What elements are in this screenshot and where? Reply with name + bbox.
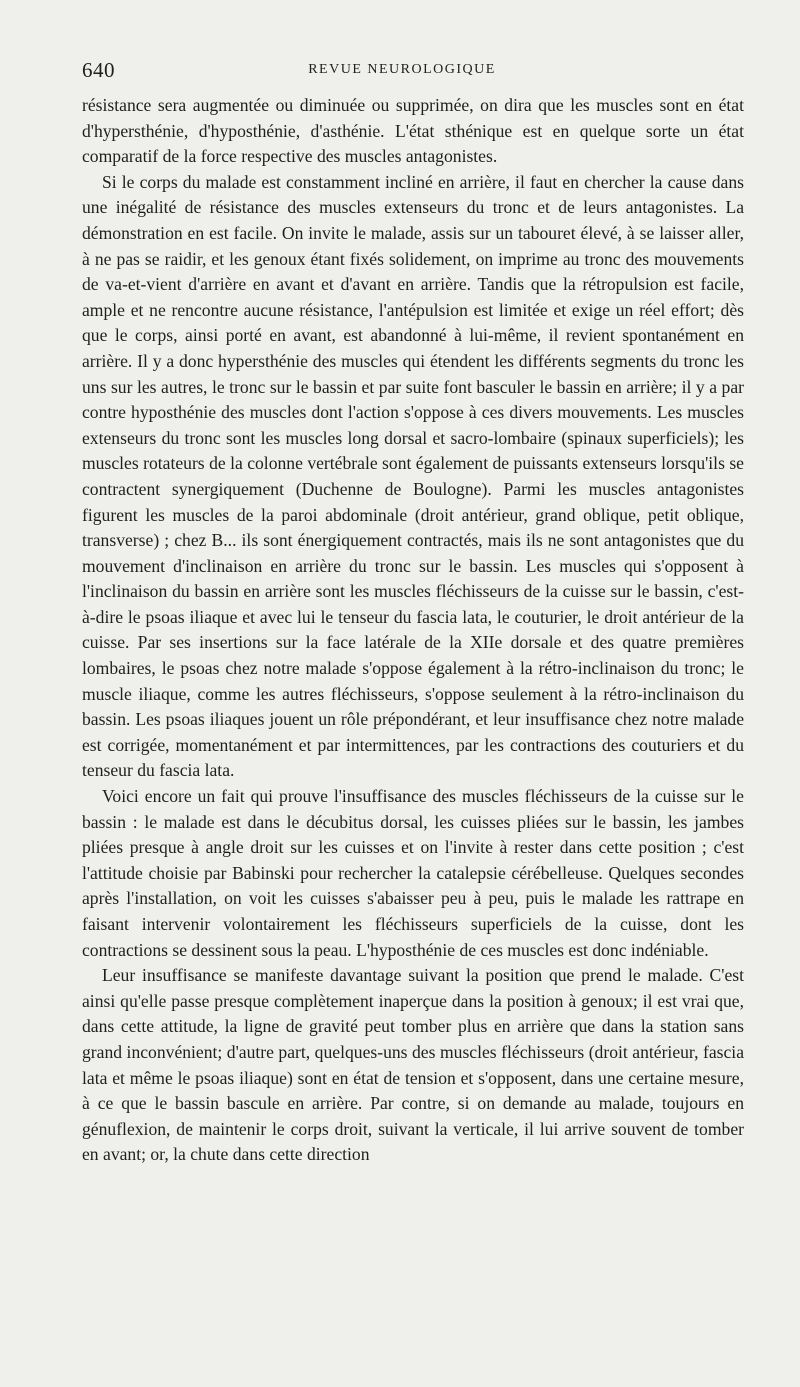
running-title: REVUE NEUROLOGIQUE [308, 62, 496, 77]
page-number: 640 [82, 58, 115, 82]
paragraph: Leur insuffisance se manifeste davantage suivant la position que prend le malade. C'est ainsi qu'elle passe presque complètement inaperçue dans la position à genoux; il est vrai que, dans cette attitude, la ligne de gravité peut tomber plus en arrière que dans la station sans grand inconvénient; d'autre part, quelques-uns des muscles fléchisseurs (droit antérieur, fascia lata et même le psoas iliaque) sont en état de tension et s'opposent, dans une certaine mesure, à ce que le bassin bascule en arrière. Par contre, si on demande au malade, toujours en génuflexion, de maintenir le corps droit, suivant la verticale, il lui arrive souvent de tomber en avant; or, la chute dans cette direction [82, 965, 744, 1165]
body-text [82, 93, 744, 1168]
paragraph: Voici encore un fait qui prouve l'insuffisance des muscles fléchisseurs de la cuisse sur le bassin : le malade est dans le décubitus dorsal, les cuisses pliées sur le bassin, les jambes pliées presque à angle droit sur les cuisses et on l'invite à rester dans cette position ; c'est l'attitude choisie par Babinski pour rechercher la catalepsie cérébelleuse. Quelques secondes après l'installation, on voit les cuisses s'abaisser peu à peu, puis le malade les rattrape en faisant intervenir volontairement les fléchisseurs superficiels de la cuisse, dont les contractions se dessinent sous la peau. L'hyposthénie de ces muscles est donc indéniable. [82, 786, 744, 960]
paragraph: Si le corps du malade est constamment incliné en arrière, il faut en chercher la cause dans une inégalité de résistance des muscles extenseurs du tronc et de leurs antagonistes. La démonstration en est facile. On invite le malade, assis sur un tabouret élevé, à se laisser aller, à ne pas se raidir, et les genoux étant fixés solidement, on imprime au tronc des mouvements de va-et-vient d'arrière en avant et d'avant en arrière. Tandis que la rétropulsion est facile, ample et ne rencontre aucune résistance, l'antépulsion est limitée et exige un réel effort; dès que le corps, ainsi porté en avant, est abandonné à lui-même, il revient spontanément en arrière. Il y a donc hypersthénie des muscles qui étendent les différents segments du tronc les uns sur les autres, le tronc sur le bassin et par suite font basculer le bassin en arrière; il y a par contre hyposthénie des muscles dont l'action s'oppose à ces divers mouvements. Les muscles extenseurs du tronc sont les muscles long dorsal et sacro-lombaire (spinaux superficiels); les muscles rotateurs de la colonne vertébrale sont également de puissants extenseurs lorsqu'ils se contractent synergiquement (Duchenne de Boulogne). Parmi les muscles antagonistes figurent les muscles de la paroi abdominale (droit antérieur, grand oblique, petit oblique, transverse) ; chez B... ils sont énergiquement contractés, mais ils ne sont antagonistes que du mouvement d'inclinaison en arrière du tronc sur le bassin. Les muscles qui s'opposent à l'inclinaison du bassin en arrière sont les muscles fléchisseurs de la cuisse sur le bassin, c'est-à-dire le psoas iliaque et avec lui le tenseur du fascia lata, le couturier, le droit antérieur de la cuisse. Par ses insertions sur la face latérale de la XIIe dorsale et des quatre premières lombaires, le psoas chez notre malade s'oppose également à la rétro-inclinaison du tronc; le muscle iliaque, comme les autres fléchisseurs, s'oppose seulement à la rétro-inclinaison du bassin. Les psoas iliaques jouent un rôle prépondérant, et leur insuffisance chez notre malade est corrigée, momentanément et par intermittences, par les contractions des couturiers et du tenseur du fascia lata. [82, 171, 744, 781]
page-header [82, 58, 722, 82]
paragraph: résistance sera augmentée ou diminuée ou supprimée, on dira que les muscles sont en état d'hypersthénie, d'hyposthénie, d'asthénie. L'état sthénique est en quelque sorte un état comparatif de la force respective des muscles antagonistes. [82, 95, 744, 167]
